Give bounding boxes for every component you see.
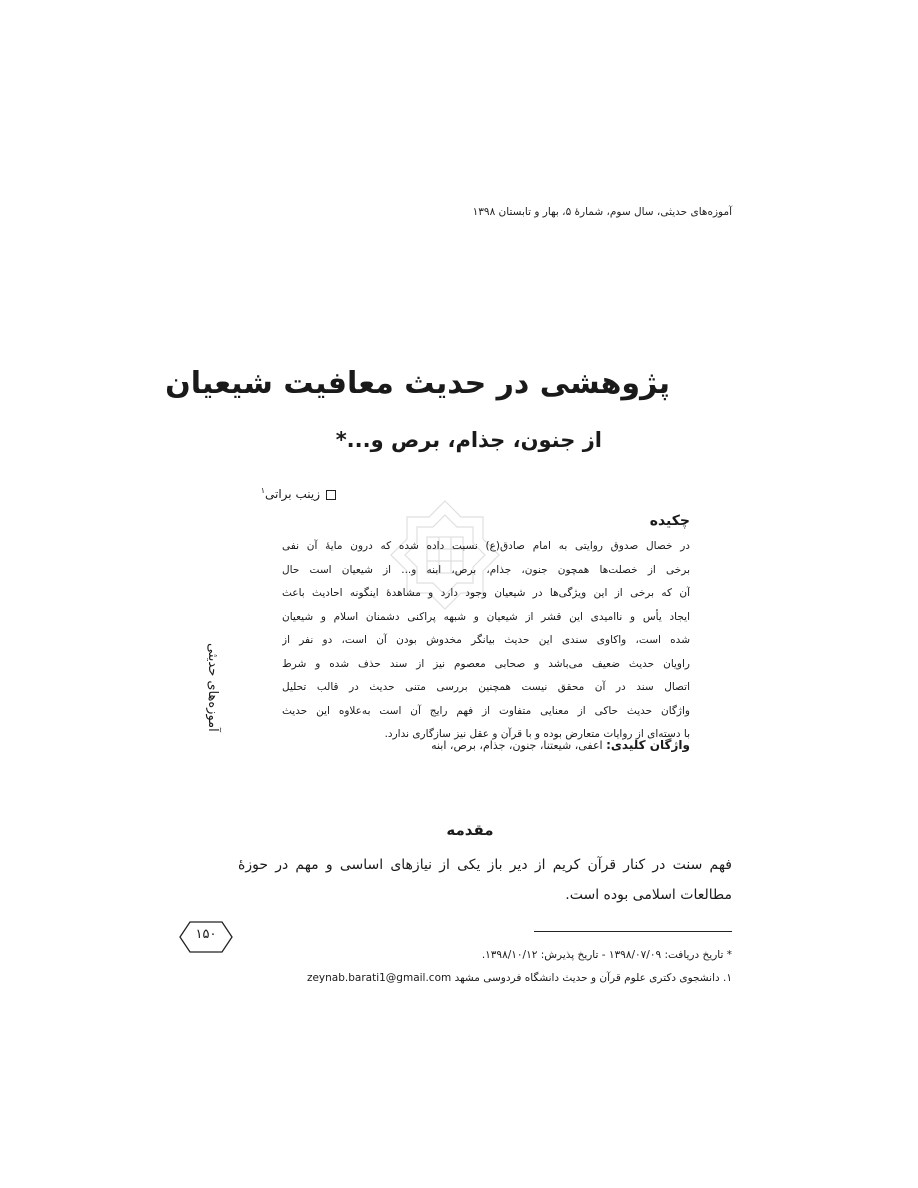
running-header: آموزه‌های حدیثی، سال سوم، شمارهٔ ۵، بهار و تابستان ۱۳۹۸ — [472, 206, 732, 218]
author-footnote-mark: ۱ — [260, 486, 265, 495]
author-name: زینب براتی — [265, 487, 320, 501]
abstract-line: با دسته‌ای از روایات متعارض بوده و با قرآن و عقل نیز سازگاری ندارد. — [384, 728, 690, 740]
abstract-body — [282, 535, 690, 747]
introduction-line: مطالعات اسلامی بوده است. — [565, 887, 732, 903]
keywords-label: واژگان کلیدی: — [606, 738, 690, 752]
article-subtitle: از جنون، جذام، برص و...* — [335, 428, 602, 452]
abstract-line: اتصال سند در آن محقق نیست همچنین بررسی متنی حدیث در قالب تحلیل — [282, 681, 690, 693]
footnote-divider — [534, 931, 732, 932]
abstract-line: برخی از خصلت‌ها همچون جنون، جذام، برص، ابنه و... از شیعیان است حال — [282, 563, 690, 576]
introduction-body — [238, 850, 732, 910]
article-title: پژوهشی در حدیث معافیت شیعیان — [165, 366, 670, 401]
side-journal-label: آموزه‌های حدیثی — [205, 642, 220, 732]
abstract-line: آن که برخی از این ویژگی‌ها در شیعیان وجود دارد و مشاهدهٔ اینگونه احادیث باعث — [282, 587, 690, 599]
introduction-line: فهم سنت در کنار قرآن کریم از دیر باز یکی از نیازهای اساسی و مهم در حوزهٔ — [238, 857, 732, 873]
abstract-line: راویان حدیث ضعیف می‌باشد و صحابی معصوم نیز از سند حذف شده و شرط — [282, 657, 690, 670]
introduction-heading: مقدمه — [446, 821, 494, 839]
footnote-dates: * تاریخ دریافت: ۱۳۹۸/۰۷/۰۹ - تاریخ پذیرش: ۱۳۹۸/۱۰/۱۲. — [481, 949, 732, 961]
footnote-author-affiliation: ۱. دانشجوی دکتری علوم قرآن و حدیث دانشگاه فردوسی مشهد zeynab.barati1@gmail.com — [306, 972, 732, 984]
abstract-heading: چکیده — [649, 513, 690, 529]
abstract-line: ایجاد یأس و ناامیدی این قشر از شیعیان و شبهه پراکنی دشمنان اسلام و شیعیان — [282, 610, 690, 623]
abstract-line: واژگان حدیث حاکی از معنایی متفاوت از فهم رایج آن است به‌علاوه این حدیث — [282, 704, 690, 717]
page-number: ۱۵۰ — [195, 927, 217, 942]
keywords-line — [380, 738, 690, 752]
keywords-list: اعفی، شیعتنا، جنون، جذام، برص، ابنه — [431, 739, 603, 752]
footnotes — [270, 944, 732, 990]
abstract-line: در خصال صدوق روایتی به امام صادق(ع) نسبت داده شده که درون مایهٔ آن نفی — [282, 540, 690, 552]
abstract-line: شده است، واکاوی سندی این حدیث بیانگر مخدوش بودن آن است، دو نفر از — [282, 634, 690, 646]
square-bullet-icon — [326, 490, 336, 500]
author-line — [236, 486, 336, 501]
